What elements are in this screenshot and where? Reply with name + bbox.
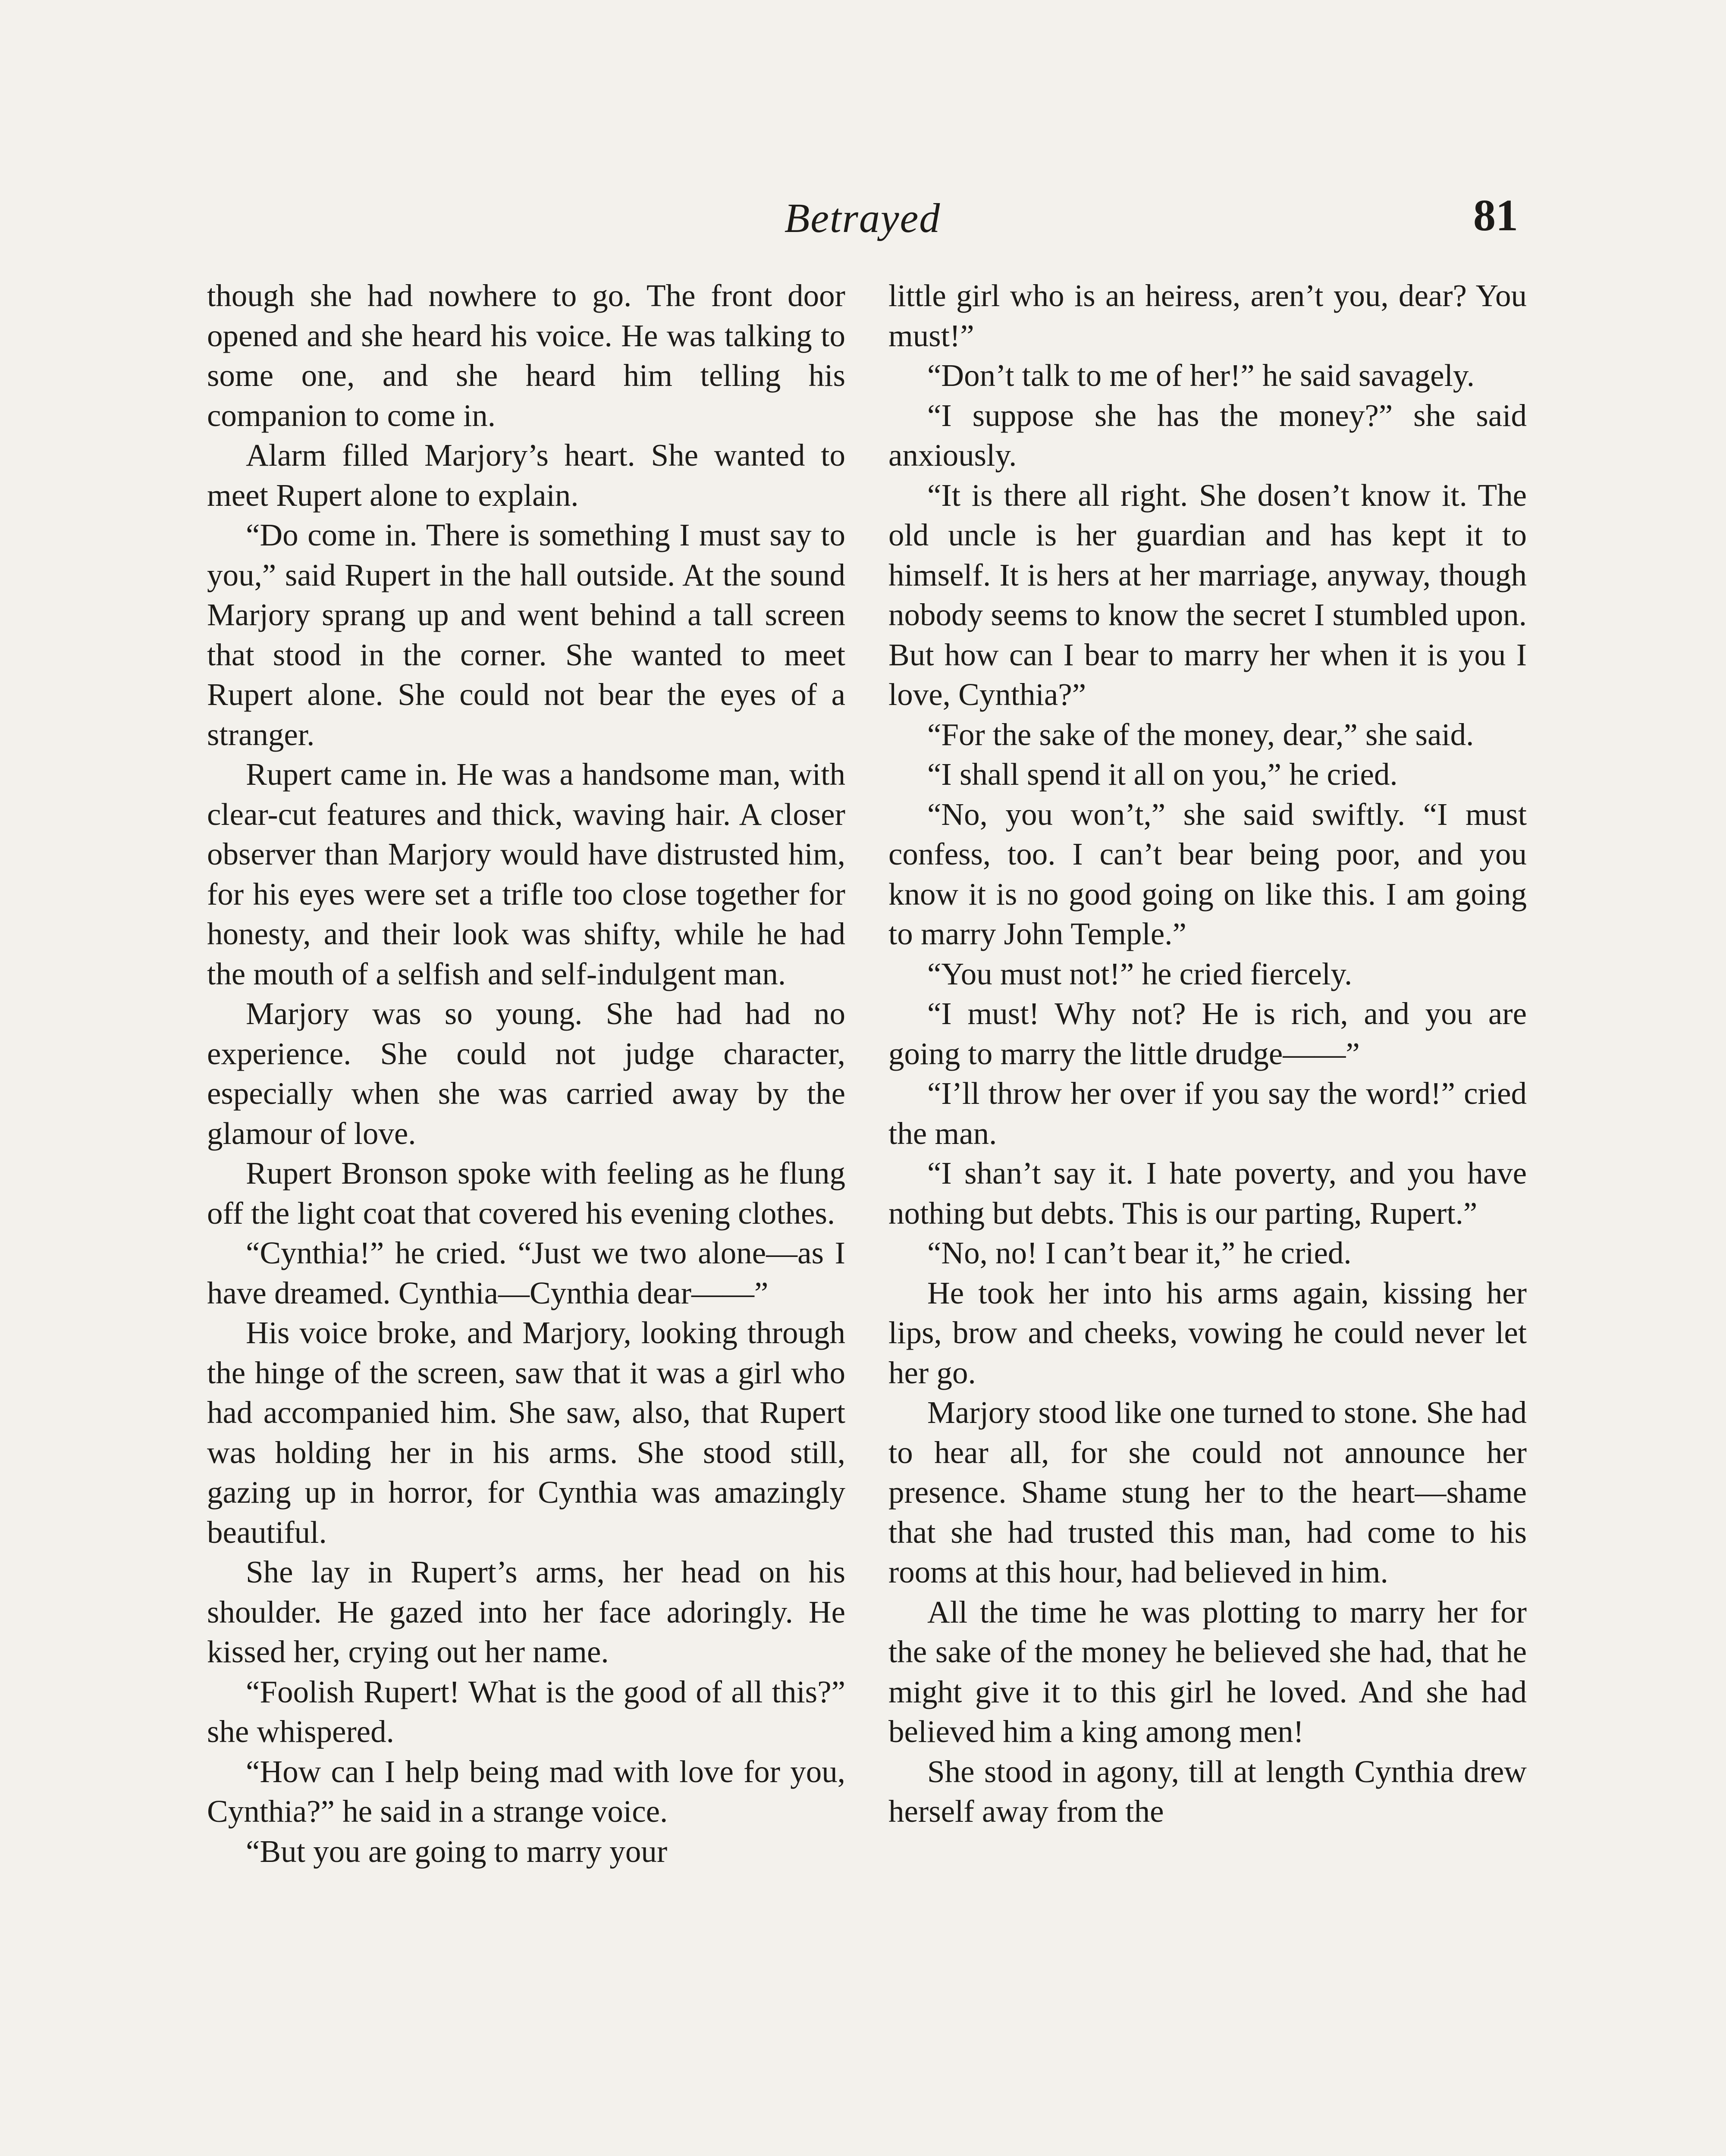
paragraph: Rupert came in. He was a handsome man, with clear-cut features and thick, waving hair. A closer observer than Marjory would have distrusted him, for his eyes were set a trifle too close together for honesty, and their look was shifty, while he had the mouth of a selfish and self-indulgent man.: [207, 757, 845, 991]
paragraph: “Foolish Rupert! What is the good of all this?” she whispered.: [207, 1674, 845, 1749]
paragraph: He took her into his arms again, kissing her lips, brow and cheeks, vowing he could never let her go.: [888, 1275, 1527, 1390]
paragraph: Marjory stood like one turned to stone. She had to hear all, for she could not announce her presence. Shame stung her to the heart—shame that she had trusted this man, had come to his rooms at this hour, had believed in him.: [888, 1395, 1527, 1589]
paragraph: “Do come in. There is something I must say to you,” said Rupert in the hall outside. At the sound Marjory sprang up and went behind a tall screen that stood in the corner. She wanted to meet Rupert alone. She could not bear the eyes of a stranger.: [207, 517, 845, 752]
paragraph: His voice broke, and Marjory, looking through the hinge of the screen, saw that it was a girl who had accompanied him. She saw, also, that Rupert was holding her in his arms. She stood still, gazing up in horror, for Cynthia was amazingly beautiful.: [207, 1315, 845, 1550]
page-header: [207, 185, 1518, 254]
left-column: [207, 276, 845, 2156]
paragraph: “For the sake of the money, dear,” she said.: [927, 717, 1474, 752]
right-column: [888, 276, 1527, 2156]
paragraph: “I shall spend it all on you,” he cried.: [927, 757, 1398, 792]
text-columns: [207, 276, 1527, 2156]
paragraph: Marjory was so young. She had had no experience. She could not judge character, especially when she was carried away by the glamour of love.: [207, 996, 845, 1151]
paragraph: though she had nowhere to go. The front door opened and she heard his voice. He was talking to some one, and she heard him telling his companion to come in.: [207, 278, 845, 433]
paragraph: “I must! Why not? He is rich, and you are going to marry the little drudge——”: [888, 996, 1527, 1071]
paragraph: Alarm filled Marjory’s heart. She wanted to meet Rupert alone to explain.: [207, 438, 845, 513]
paragraph: little girl who is an heiress, aren’t you, dear? You must!”: [888, 278, 1527, 353]
paragraph: “Cynthia!” he cried. “Just we two alone—as I have dreamed. Cynthia—Cynthia dear——”: [207, 1235, 845, 1310]
page-number: 81: [1473, 191, 1518, 240]
paragraph: All the time he was plotting to marry her for the sake of the money he believed she had, that he might give it to this girl he loved. And she had believed him a king among men!: [888, 1594, 1527, 1749]
paragraph: “I’ll throw her over if you say the word!” cried the man.: [888, 1076, 1527, 1151]
paragraph: “Don’t talk to me of her!” he said savagely.: [927, 358, 1475, 393]
running-title: Betrayed: [784, 195, 941, 241]
paragraph: “It is there all right. She dosen’t know it. The old uncle is her guardian and has kept it to himself. It is hers at her marriage, anyway, though nobody seems to know the secret I stumbled upon. But how can I bear to marry her when it is you I love, Cynthia?”: [888, 477, 1527, 712]
paragraph: “No, no! I can’t bear it,” he cried.: [927, 1235, 1352, 1270]
paragraph: “You must not!” he cried fiercely.: [927, 956, 1353, 991]
paragraph: “But you are going to marry your: [246, 1833, 668, 1869]
paragraph: “I shan’t say it. I hate poverty, and you have nothing but debts. This is our parting, Rupert.”: [888, 1156, 1527, 1231]
paragraph: She lay in Rupert’s arms, her head on his shoulder. He gazed into her face adoringly. He kissed her, crying out her name.: [207, 1554, 845, 1669]
paragraph: “I suppose she has the money?” she said anxiously.: [888, 398, 1527, 473]
paragraph: “No, you won’t,” she said swiftly. “I must confess, too. I can’t bear being poor, and you know it is no good going on like this. I am going to marry John Temple.”: [888, 796, 1527, 951]
paragraph: “How can I help being mad with love for you, Cynthia?” he said in a strange voice.: [207, 1754, 845, 1829]
paragraph: She stood in agony, till at length Cynthia drew herself away from the: [888, 1754, 1527, 1829]
paragraph: Rupert Bronson spoke with feeling as he flung off the light coat that covered his evening clothes.: [207, 1156, 845, 1231]
